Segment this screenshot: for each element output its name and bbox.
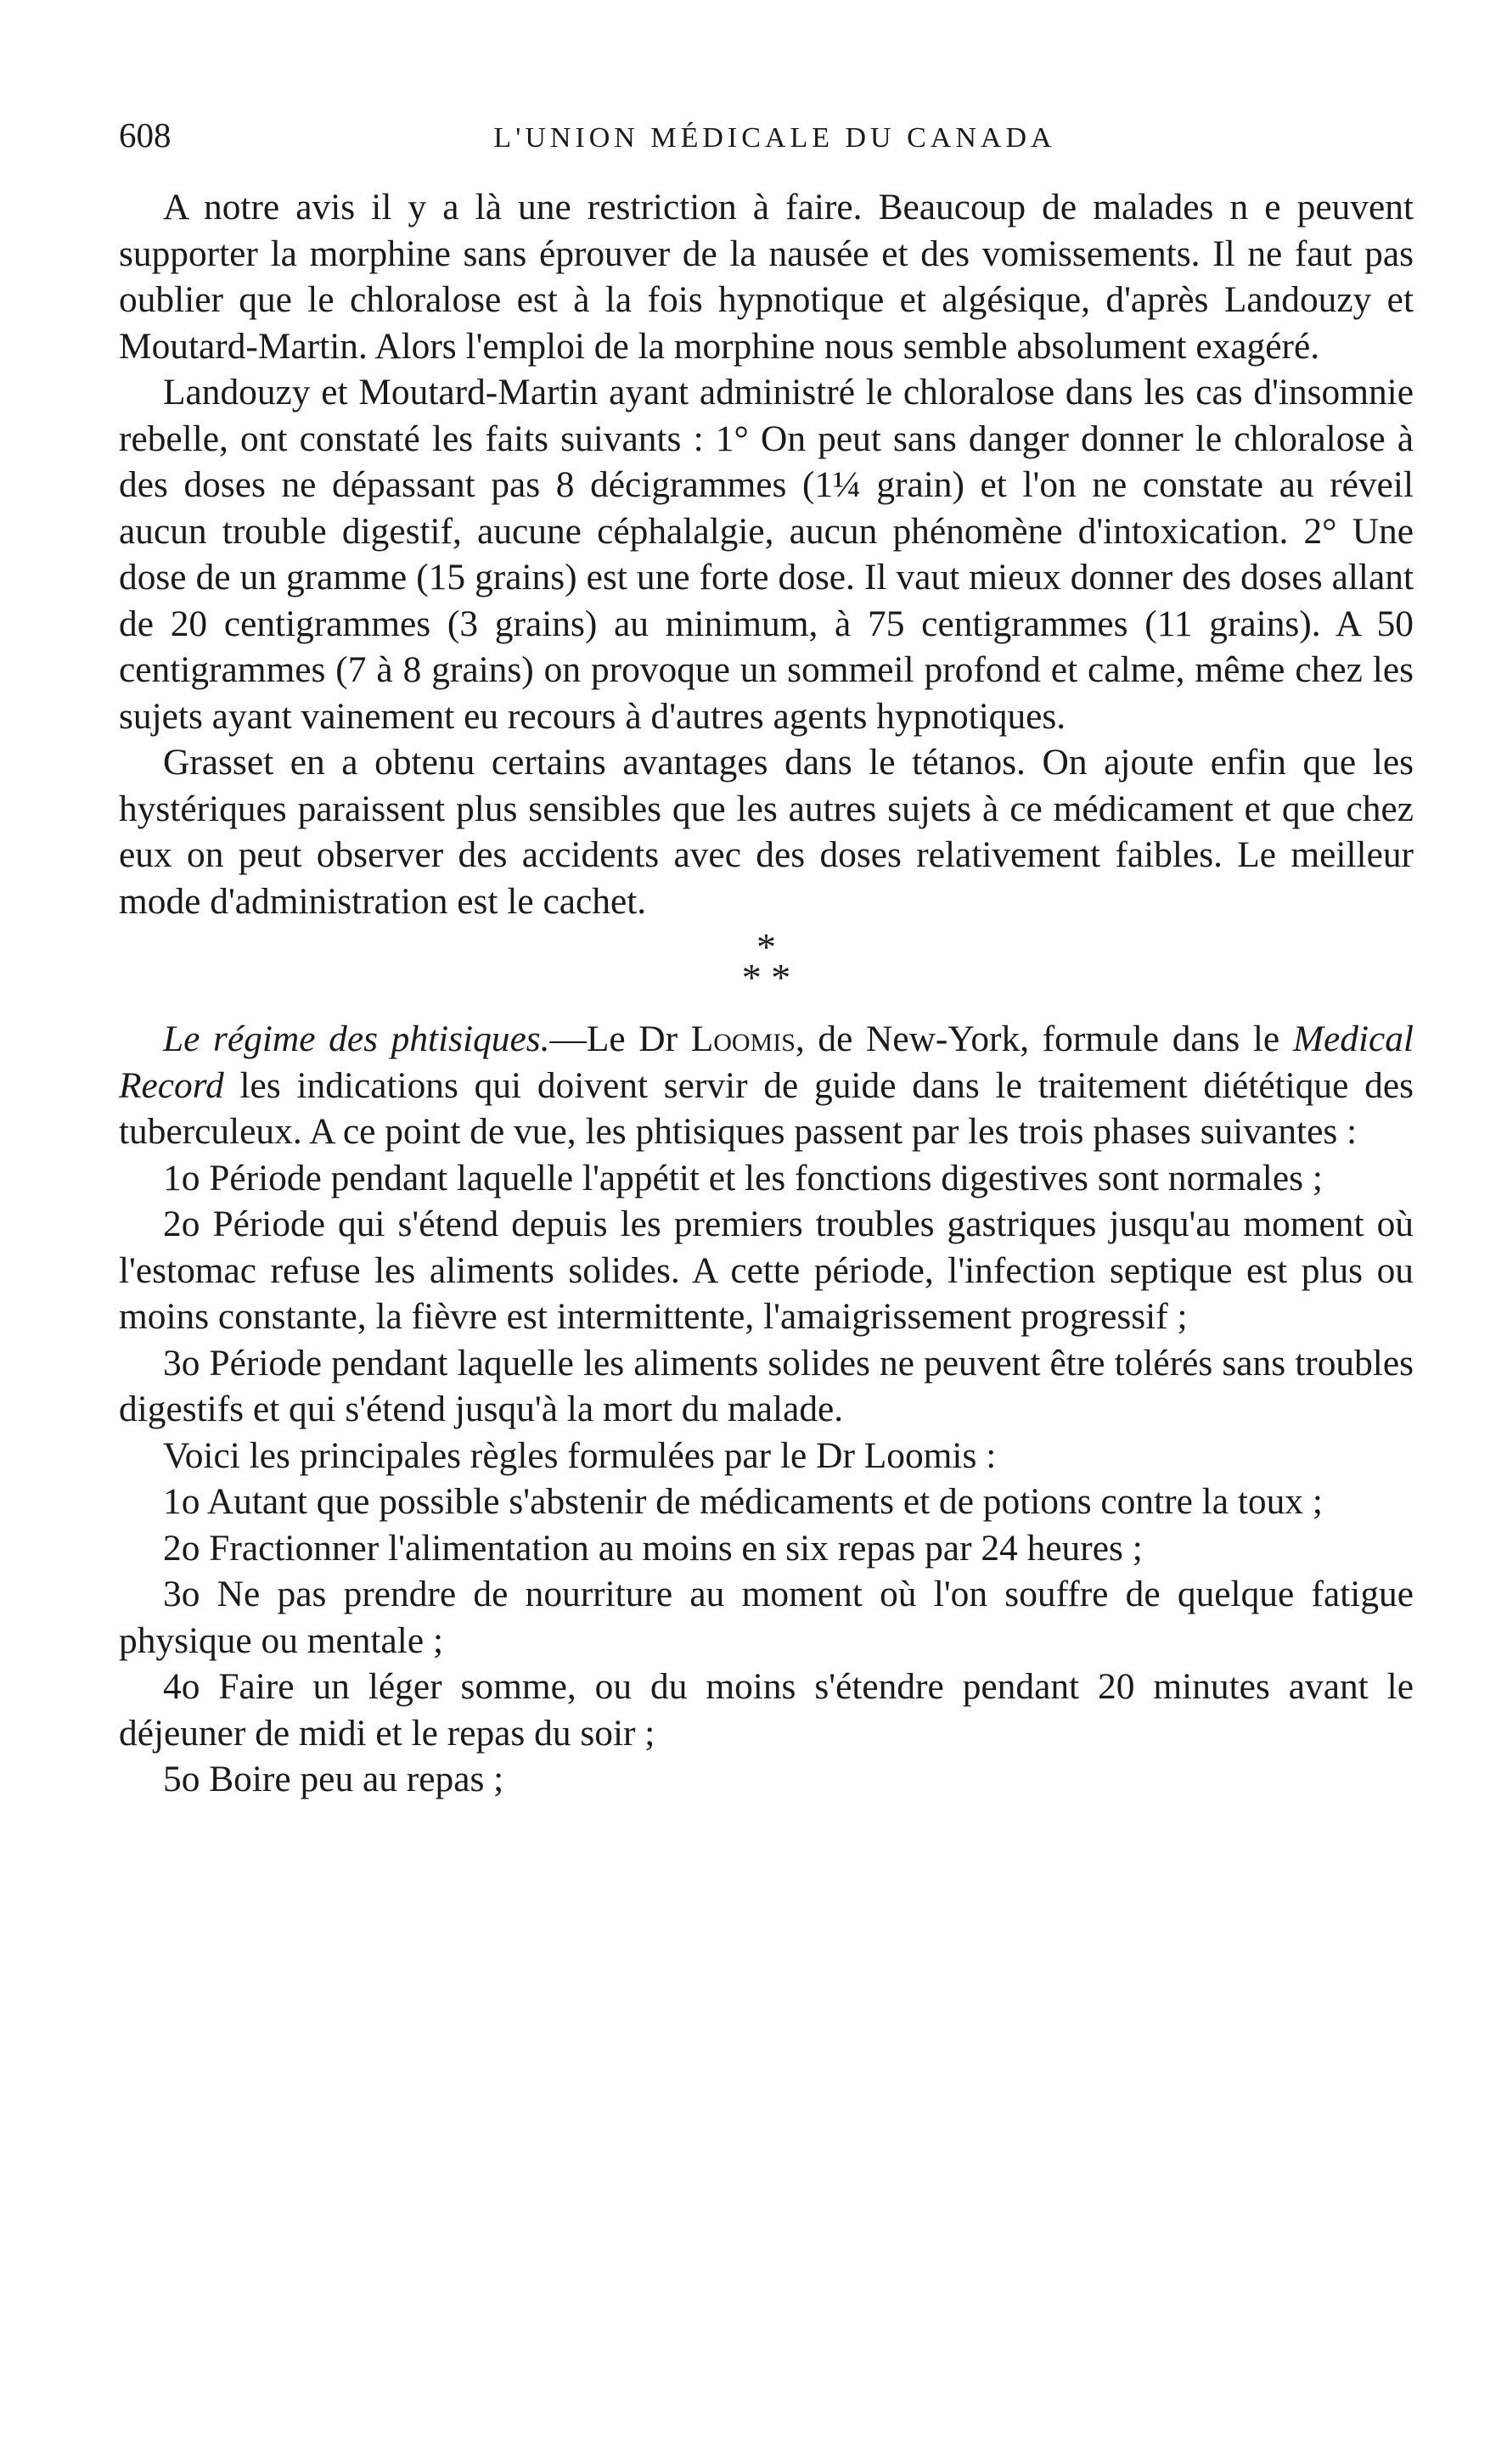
- author-name: Loomis: [690, 1019, 796, 1059]
- intro-text-2: les indications qui doivent servir de guide dans le traitement diététique des tuberculeux. A ce point de vue, les phtisiques passent par les trois phases suivantes :: [119, 1064, 1414, 1152]
- page-number: 608: [119, 115, 172, 154]
- journal-name: Medical Record: [119, 1019, 1414, 1106]
- page-header: [119, 115, 1414, 166]
- phase-2: 2o Période qui s'étend depuis les premiers troubles gastriques jusqu'au moment où l'estomac refuse les aliments solides. A cette période, l'infection septique est plus ou moins constante, la fièvre est intermittente, l'amaigrissement progressif ;: [119, 1204, 1414, 1337]
- paragraph-regime-intro: [119, 1016, 1414, 1155]
- paragraph-grasset-tetanos: Grasset en a obtenu certains avantages dans le tétanos. On ajoute enfin que les hystériques paraissent plus sensibles que les autres sujets à ce médicament et que chez eux on peut observer des accidents avec des doses relativement faibles. Le meilleur mode d'administration est le cachet.: [119, 742, 1414, 922]
- separator-star-top: *: [756, 925, 776, 968]
- paragraph-chloralose-findings: Landouzy et Moutard-Martin ayant administré le chloralose dans les cas d'insomnie rebelle, ont constaté les faits suivants : 1° On peut sans danger donner le chloralose à des doses ne dépassant pas 8 décigrammes (1¼ grain) et l'on ne constate au réveil aucun trouble digestif, aucune céphalalgie, aucun phénomène d'intoxication. 2° Une dose de un gramme (15 grains) est une forte dose. Il vaut mieux donner des doses allant de 20 centigrammes (3 grains) au minimum, à 75 centigrammes (11 grains). A 50 centigrammes (7 à 8 grains) on provoque un sommeil profond et calme, même chez les sujets ayant vainement eu recours à d'autres agents hypnotiques.: [119, 372, 1414, 737]
- rule-3: 3o Ne pas prendre de nourriture au moment où l'on souffre de quelque fatigue physique ou mentale ;: [119, 1574, 1414, 1661]
- intro-dash: —Le Dr: [549, 1019, 691, 1059]
- section-title: Le régime des phtisiques.: [163, 1019, 550, 1059]
- rules-intro: Voici les principales règles formulées par le Dr Loomis :: [163, 1434, 997, 1476]
- phase-3: 3o Période pendant laquelle les aliments solides ne peuvent être tolérés sans troubles digestifs et qui s'étend jusqu'à la mort du malade.: [119, 1342, 1414, 1429]
- rule-4: 4o Faire un léger somme, ou du moins s'étendre pendant 20 minutes avant le déjeuner de midi et le repas du soir ;: [119, 1666, 1414, 1754]
- document-page: [119, 115, 1414, 1803]
- section-separator: [119, 924, 1414, 1016]
- rule-5: 5o Boire peu au repas ;: [163, 1759, 504, 1799]
- article-body: [119, 184, 1414, 1803]
- phase-1: 1o Période pendant laquelle l'appétit et les fonctions digestives sont normales ;: [163, 1157, 1323, 1198]
- rule-1: 1o Autant que possible s'abstenir de médicaments et de potions contre la toux ;: [163, 1481, 1323, 1522]
- running-head: L'UNION MÉDICALE DU CANADA: [493, 122, 1056, 154]
- paragraph-morphine-restriction: A notre avis il y a là une restriction à faire. Beaucoup de malades n e peuvent supporter la morphine sans éprouver de la nausée et des vomissements. Il ne faut pas oublier que le chloralose est à la fois hypnotique et algésique, d'après Landouzy et Moutard-Martin. Alors l'emploi de la morphine nous semble absolument exagéré.: [119, 187, 1414, 367]
- intro-text-1: , de New-York, formule dans le: [795, 1019, 1293, 1059]
- separator-stars-bottom: * *: [741, 956, 791, 999]
- rule-2: 2o Fractionner l'alimentation au moins en six repas par 24 heures ;: [163, 1527, 1143, 1569]
